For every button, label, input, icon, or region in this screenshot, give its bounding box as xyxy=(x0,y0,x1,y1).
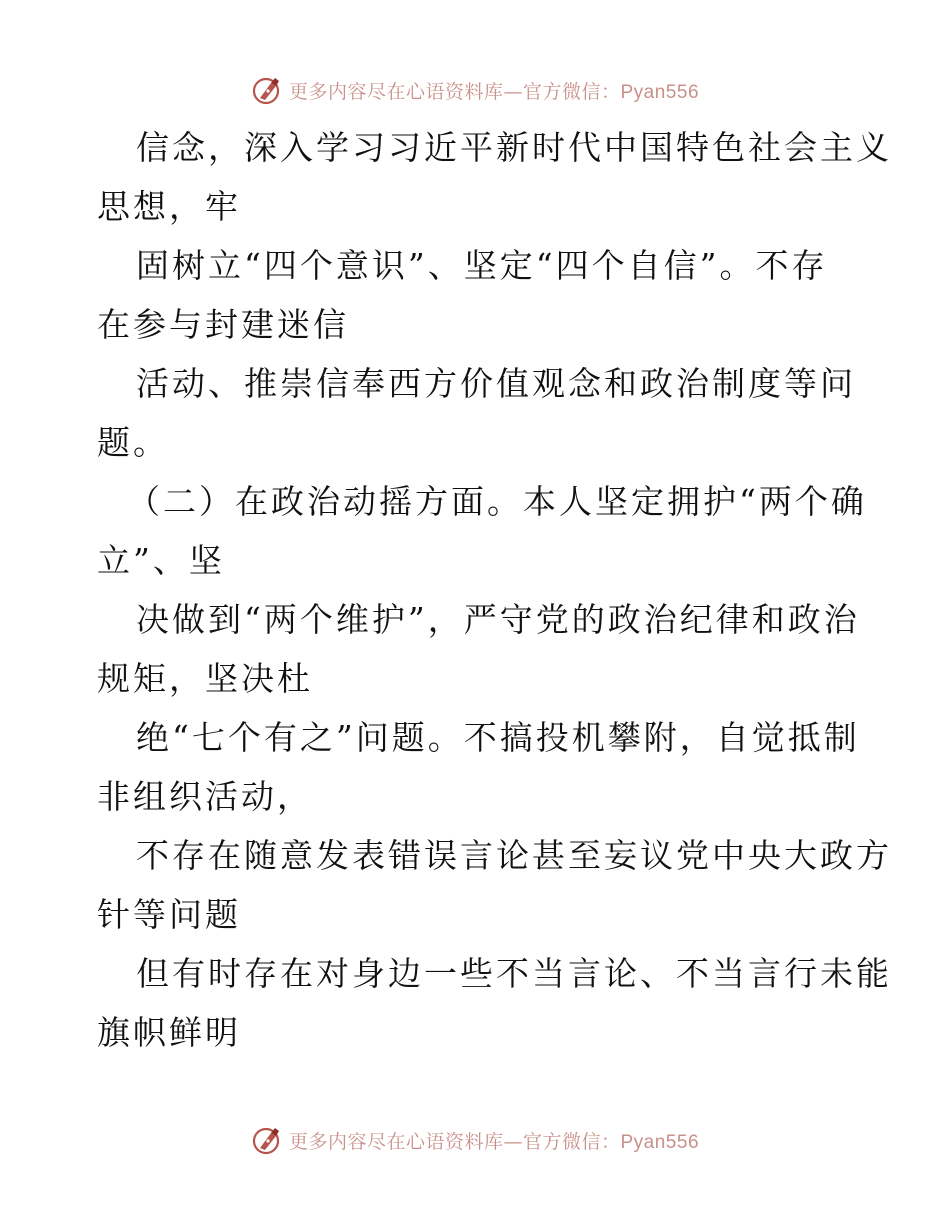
footer-watermark xyxy=(0,1123,950,1157)
paragraph-line: 固树立“四个意识”、坚定“四个自信”。不存 xyxy=(136,246,828,285)
paragraph-line: 绝“七个有之”问题。不搞投机攀附，自觉抵制 xyxy=(136,718,860,757)
paragraph-line: 不存在随意发表错误言论甚至妄议党中央大政方 xyxy=(136,836,892,875)
pen-nib-logo-icon xyxy=(251,1124,283,1156)
paragraph-line: 旗帜鲜明 xyxy=(97,1013,241,1052)
paragraph-line: 信念，深入学习习近平新时代中国特色社会主义 xyxy=(136,128,892,167)
paragraph-line: （二）在政治动摇方面。本人坚定拥护“两个确 xyxy=(127,482,867,521)
paragraph-line: 非组织活动， xyxy=(97,777,313,816)
paragraph-line: 但有时存在对身边一些不当言论、不当言行未能 xyxy=(136,954,892,993)
paragraph-line: 活动、推崇信奉西方价值观念和政治制度等问 xyxy=(136,364,856,403)
paragraph-line: 决做到“两个维护”，严守党的政治纪律和政治 xyxy=(136,600,860,639)
document-body xyxy=(97,118,892,1062)
watermark-text: 更多内容尽在心语资料库—官方微信：Pyan556 xyxy=(288,1130,700,1153)
paragraph-line: 思想，牢 xyxy=(97,187,241,226)
paragraph-line: 题。 xyxy=(97,423,169,462)
watermark-text: 更多内容尽在心语资料库—官方微信：Pyan556 xyxy=(288,80,700,103)
paragraph-line: 规矩，坚决杜 xyxy=(97,659,313,698)
header-watermark xyxy=(0,73,950,107)
paragraph-line: 立”、坚 xyxy=(97,541,225,580)
paragraph-line: 在参与封建迷信 xyxy=(97,305,349,344)
paragraph-line: 针等问题 xyxy=(97,895,241,934)
pen-nib-logo-icon xyxy=(251,74,283,106)
